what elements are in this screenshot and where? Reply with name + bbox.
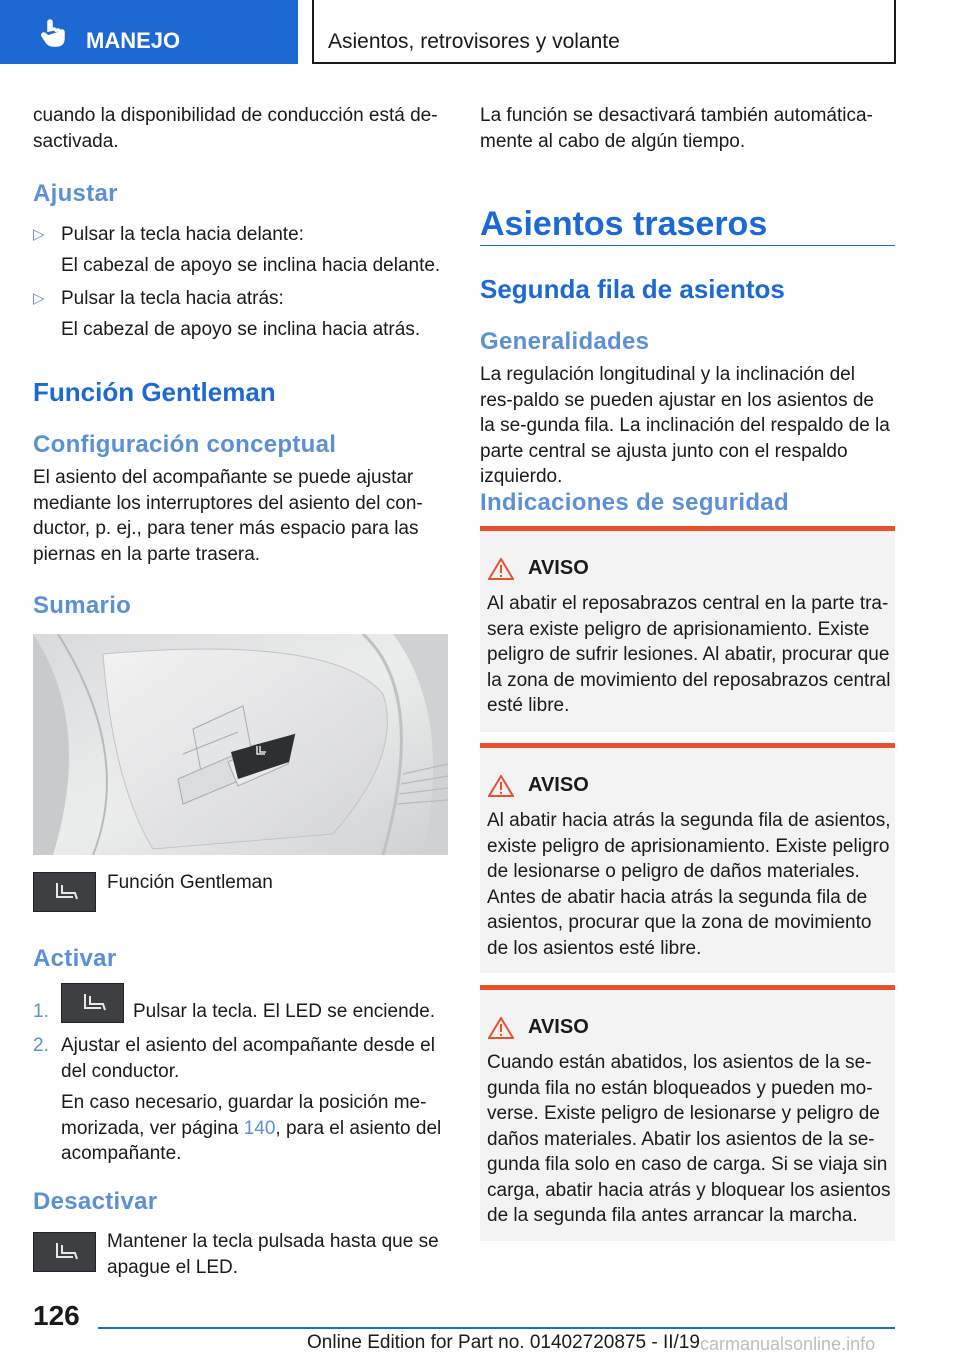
photo-caption: Función Gentleman	[107, 872, 273, 893]
step-number: 1.	[33, 1001, 49, 1022]
sumario-heading: Sumario	[33, 592, 132, 619]
concept-text: El asiento del acompañante se puede ajustar mediante los interruptores del asiento del con-ductor, p. ej., para tener más espacio para las piernas en la parte trasera.	[33, 467, 423, 565]
gentleman-heading: Función Gentleman	[33, 377, 276, 407]
warning-text: Al abatir el reposabrazos central en la parte tra-sera existe peligro de aprisionamiento. Existe peligro de sufrir lesiones. Al abatir, procurar que la zona de movimiento del reposabrazos central esté libre.	[487, 593, 891, 716]
step-extra: En caso necesario, guardar la posición me-morizada, ver página 140, para el asiento del acompañante.	[61, 1092, 442, 1164]
gentleman-switch-photo	[33, 634, 448, 855]
right-intro-text: La función se desactivará también automática-mente al cabo de algún tiempo.	[480, 105, 873, 152]
triangle-bullet-icon: ▷	[33, 226, 45, 243]
gentleman-key-icon	[61, 983, 124, 1023]
warning-triangle-icon	[488, 558, 514, 580]
general-text: La regulación longitudinal y la inclinación del res-paldo se pueden ajustar en los asientos de la se-gunda fila. La inclinación del respaldo de la parte central se ajusta junto con el respaldo izquierdo.	[480, 364, 890, 487]
second-row-heading: Segunda fila de asientos	[480, 274, 785, 304]
page-header	[0, 0, 960, 66]
rear-seats-heading: Asientos traseros	[480, 205, 768, 243]
page-link[interactable]: 140	[243, 1117, 276, 1139]
edition-text: Online Edition for Part no. 01402720875 - II/19	[307, 1332, 700, 1353]
list-item: ▷ Pulsar la tecla hacia atrás: El cabezal de apoyo se inclina hacia atrás.	[33, 288, 421, 340]
ajustar-heading: Ajustar	[33, 180, 118, 207]
triangle-bullet-icon: ▷	[33, 290, 45, 307]
chapter-title-box	[312, 0, 896, 64]
section-tab[interactable]	[0, 0, 298, 64]
desactivar-key	[33, 1232, 96, 1272]
list-item	[33, 1033, 448, 1167]
warning-box	[480, 743, 895, 973]
intro-text: cuando la disponibilidad de conducción está de-sactivada.	[33, 105, 438, 152]
step-text: Pulsar la tecla. El LED se enciende.	[133, 1001, 436, 1022]
warning-title: AVISO	[528, 557, 589, 579]
gentleman-key-icon	[33, 1232, 96, 1272]
concept-heading: Configuración conceptual	[33, 431, 337, 458]
page-number: 126	[33, 1300, 80, 1331]
section-tab-label: MANEJO	[86, 28, 181, 53]
gentleman-key-icon	[33, 872, 96, 912]
warning-triangle-icon	[488, 1017, 514, 1039]
warning-title: AVISO	[528, 1016, 589, 1038]
warning-text: Cuando están abatidos, los asientos de la se-gunda fila no están bloqueados y pueden mo-verse. Existe peligro de lesionarse y peligro de daños materiales. Abatir los asientos de la se-gunda fila solo en caso de carga. Si se viaja sin carga, abatir hacia atrás y bloquear los asientos de la segunda fila antes arrancar la marcha.	[487, 1052, 891, 1226]
desactivar-text: Mantener la tecla pulsada hasta que se apague el LED.	[107, 1231, 439, 1278]
step-number: 2.	[33, 1035, 49, 1056]
watermark-text: carmanualsonline.info	[700, 1334, 876, 1354]
safety-heading: Indicaciones de seguridad	[480, 489, 789, 516]
heading-rule	[480, 245, 895, 246]
general-heading: Generalidades	[480, 328, 650, 355]
chapter-title: Asientos, retrovisores y volante	[328, 30, 620, 53]
warning-title: AVISO	[528, 774, 589, 796]
step-text: Ajustar el asiento del acompañante desde el del conductor.	[61, 1035, 435, 1082]
warning-text: Al abatir hacia atrás la segunda fila de asientos, existe peligro de aprisionamiento. Existe peligro de lesionarse o peligro de daños materiales. Antes de abatir hacia atrás la segunda fila de asientos, procurar que la zona de movimiento de los asientos esté libre.	[487, 810, 891, 959]
warning-box	[480, 526, 895, 732]
warning-box	[480, 985, 895, 1241]
activar-heading: Activar	[33, 945, 117, 972]
desactivar-heading: Desactivar	[33, 1188, 158, 1215]
footer-rule	[98, 1327, 895, 1329]
hand-pointer-icon	[38, 18, 68, 48]
warning-triangle-icon	[488, 775, 514, 797]
list-item: ▷ Pulsar la tecla hacia delante: El cabezal de apoyo se inclina hacia delante.	[33, 224, 441, 276]
caption-row	[33, 872, 96, 912]
